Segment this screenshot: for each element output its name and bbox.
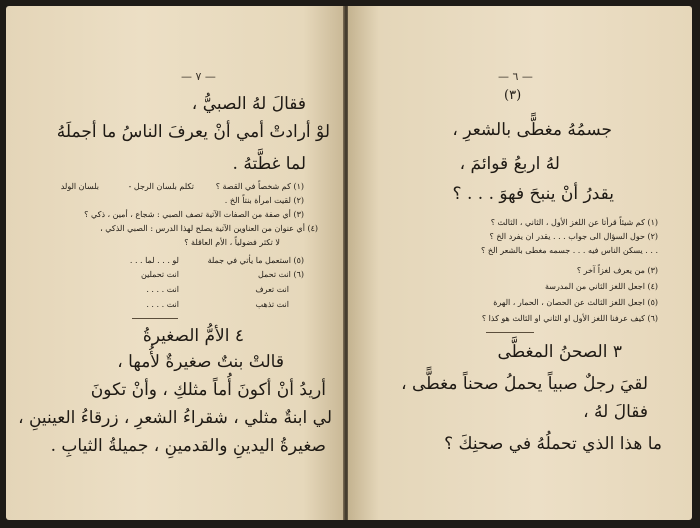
exercise-line: (٥) اجعل اللغز الثالث عن الحصان ، الحمار ، الهرة: [493, 298, 658, 307]
right-page: [348, 6, 692, 520]
exercise-line: (١) كم شيئاً قرأتا عن اللغز الأول ، الثاني ، الثالث ؟: [490, 218, 658, 227]
story-line: لقيَ رجلٌ صبياً يحملُ صحناً مغطًّى ،: [401, 374, 648, 394]
exercise-q1-opt: بلسان الولد: [60, 182, 99, 191]
text-line: فقالَ لهُ الصبيُّ ،: [191, 94, 306, 114]
exercise-q4-cont: لا تكثر فضولياً ، الأم العاقلة ؟: [184, 238, 280, 247]
exercise-q6: (٦) انت تحمل: [257, 270, 304, 279]
exercise-line: (٢) حول السؤال الى جواب . . . يقدر ان يفرد الخ ؟: [489, 232, 658, 241]
story-line: فقالَ لهُ ،: [583, 402, 648, 422]
exercise-line: (٣) من يعرف لغزاً آخر ؟: [576, 266, 658, 275]
story-line: صغيرةُ اليدينِ والقدمينِ ، جميلةُ الثيابِ .: [50, 436, 326, 456]
exercise-line: (٤) اجعل اللغز الثاني من المدرسة: [544, 282, 658, 291]
lesson-title: ٣ الصحنُ المغطَّى: [497, 342, 622, 362]
text-line: لوْ أرادتْ أمي أنْ يعرفَ الناسُ ما أجملَهُ: [56, 122, 330, 142]
divider: [132, 318, 178, 319]
exercise-q6-item: انت تذهب: [255, 300, 289, 309]
exercise-q4: (٤) أي عنوان من العناوين الآتية يصلح لهذا الدرس : الصبي الذكي ،: [100, 224, 318, 233]
exercise-q6-item: انت تعرف: [255, 285, 289, 294]
story-line: أريدُ أنْ أكونَ أُماً مثلكِ ، وأنْ تكونَ: [90, 380, 326, 400]
exercise-q2: (٢) لقيت امرأة بنتاً الخ .: [224, 196, 304, 205]
story-line: ما هذا الذي تحملُهُ في صحنِكَ ؟: [444, 434, 662, 454]
exercise-q5-cont: لو . . . لما . . .: [129, 256, 179, 265]
exercise-q6-item: انت . . . .: [146, 285, 179, 294]
text-line: يقدرُ أنْ ينبحَ فهوَ . . . ؟: [452, 184, 614, 204]
divider: [486, 332, 534, 333]
exercise-q6-item: انت تحملين: [140, 270, 179, 279]
exercise-line: (٦) كيف عرفنا اللغز الأول او الثاني او الثالث هو كذا ؟: [481, 314, 658, 323]
story-line: قالتْ بنتٌ صغيرةٌ لأُمها ،: [117, 352, 284, 372]
text-line: جسمُهُ مغطًّى بالشعرِ ،: [452, 120, 612, 140]
text-line: لما غطَّتهُ .: [232, 154, 306, 174]
exercise-q5: (٥) استعمل ما يأتي في جملة: [207, 256, 304, 265]
exercise-q3: (٣) أي صفة من الصفات الآتية تصف الصبي : شجاع ، أمين ، ذكي ؟: [84, 210, 304, 219]
exercise-q6-item: انت . . . .: [146, 300, 179, 309]
exercise-line: . . . يسكن الناس فيه . . . جسمه مغطى بالشعر الخ ؟: [481, 246, 658, 255]
text-line: لهُ اربعُ قوائمَ ،: [459, 154, 560, 174]
page-number: — ٦ —: [498, 70, 533, 83]
exercise-q1: (١) كم شخصاً في القصة ؟: [215, 182, 304, 191]
lesson-title: ٤ الأمُّ الصغيرةُ: [142, 326, 244, 346]
page-number: — ٧ —: [181, 70, 216, 83]
left-page: [6, 6, 344, 520]
section-number: (٣): [504, 88, 522, 103]
story-line: لي ابنةٌ مثلي ، شقراءُ الشعرِ ، زرقاءُ العينينِ ،: [18, 408, 332, 428]
exercise-q1-opt: تكلم بلسان الرجل -: [128, 182, 194, 191]
